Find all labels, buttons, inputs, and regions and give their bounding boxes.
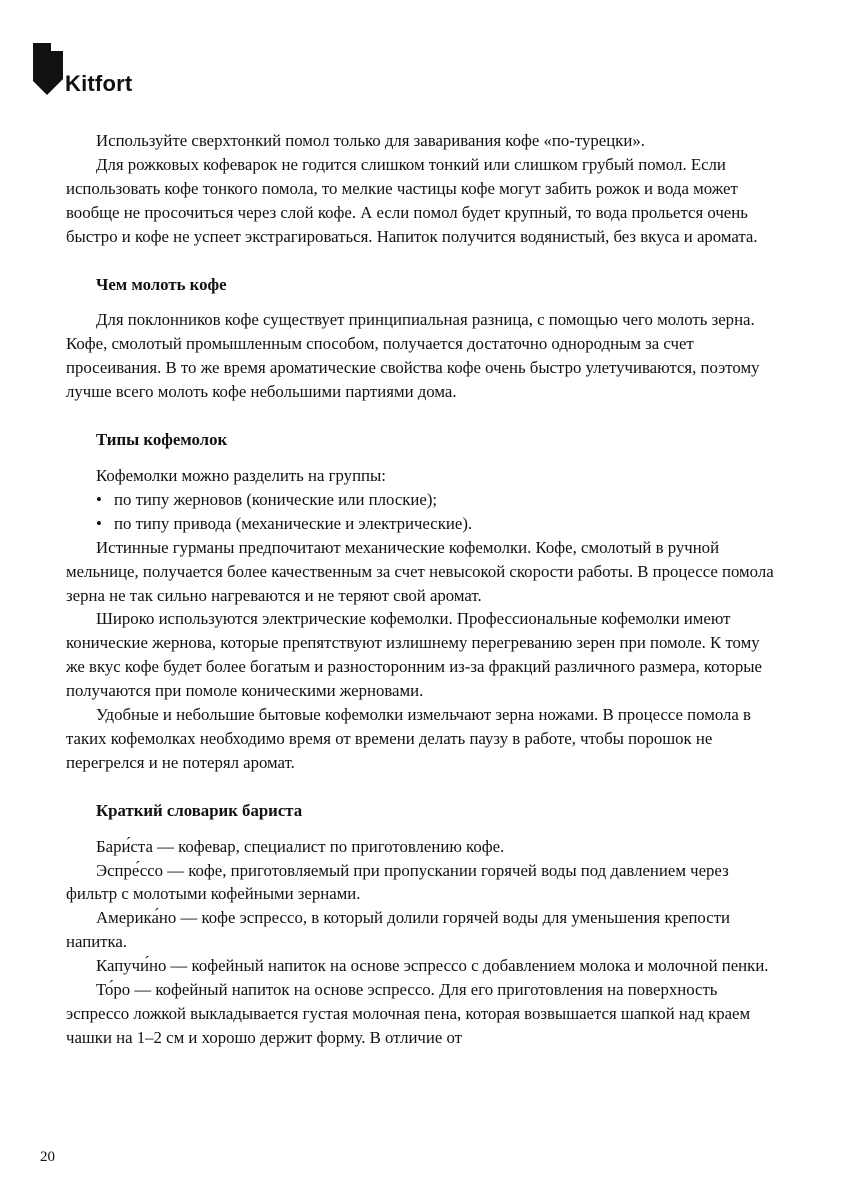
bullet: • xyxy=(96,489,102,509)
section-heading: Краткий словарик бариста xyxy=(96,800,303,820)
glossary-entry: Бари́ста — кофевар, специалист по приготовлению кофе. xyxy=(96,836,505,856)
glossary-entry: То́ро — кофейный напиток на основе эспрессо. Для его приготовления на поверхность эспрессо ложкой выкладывается густая молочная пена, которая возвышается шапкой над краем чашки на 1–2 см и хорошо держит форму. В отличие от xyxy=(66,980,751,1047)
paragraph: Для рожковых кофеварок не годится слишком тонкий или слишком грубый помол. Если использовать кофе тонкого помола, то мелкие частицы кофе могут забить рожок и вода может вообще не просочиться через слой кофе. А если помол будет крупный, то вода прольется очень быстро и кофе не успеет экстрагироваться. Напиток получится водянистый, без вкуса и аромата. xyxy=(66,154,758,246)
paragraph: Кофемолки можно разделить на группы: xyxy=(96,465,386,485)
paragraph: Используйте сверхтонкий помол только для заваривания кофе «по-турецки». xyxy=(96,131,645,150)
page-number: 20 xyxy=(40,1149,55,1165)
paragraph: Для поклонников кофе существует принципиальная разница, с помощью чего молоть зерна. Кофе, смолотый промышленным способом, получается достаточно однородным за счет просеивания. В то же время ароматические свойства кофе очень быстро улетучиваются, поэтому лучше всего молоть кофе небольшими партиями дома. xyxy=(66,310,760,402)
paragraph: Широко используются электрические кофемолки. Профессиональные кофемолки имеют конические жернова, которые препятствуют излишнему перегреванию зерен при помоле. К тому же вкус кофе будет более богатым и разносторонним из-за фракций различного размера, которые получаются при помоле коническими жерновами. xyxy=(66,609,762,701)
list-item-text: по типу жерновов (конические или плоские); xyxy=(114,489,438,509)
list-item-text: по типу привода (механические и электрические). xyxy=(114,513,473,533)
section-heading: Чем молоть кофе xyxy=(96,274,227,294)
brand-name: Kitfort xyxy=(65,71,133,96)
glossary-entry: Америка́но — кофе эспрессо, в который долили горячей воды для уменьшения крепости напитка. xyxy=(66,908,731,952)
brand-logo xyxy=(33,43,132,95)
bullet: • xyxy=(96,513,102,533)
page-content xyxy=(66,129,778,1050)
list-item xyxy=(66,488,778,512)
paragraph: Удобные и небольшие бытовые кофемолки измельчают зерна ножами. В процессе помола в таких кофемолках необходимо время от времени делать паузу в работе, чтобы порошок не перегрелся и не потерял аромат. xyxy=(66,705,751,772)
list-item xyxy=(66,512,778,536)
paragraph: Истинные гурманы предпочитают механические кофемолки. Кофе, смолотый в ручной мельнице, получается более качественным за счет невысокой скорости работы. В процессе помола зерна не так сильно нагреваются и не теряют свой аромат. xyxy=(66,537,774,605)
glossary-entry: Капучи́но — кофейный напиток на основе эспрессо с добавлением молока и молочной пенки. xyxy=(96,956,769,976)
glossary-entry: Эспре́ссо — кофе, приготовляемый при пропускании горячей воды под давлением через фильтр с молотыми кофейными зернами. xyxy=(66,860,729,904)
section-heading: Типы кофемолок xyxy=(96,430,228,450)
kitfort-logo-icon xyxy=(33,43,63,95)
